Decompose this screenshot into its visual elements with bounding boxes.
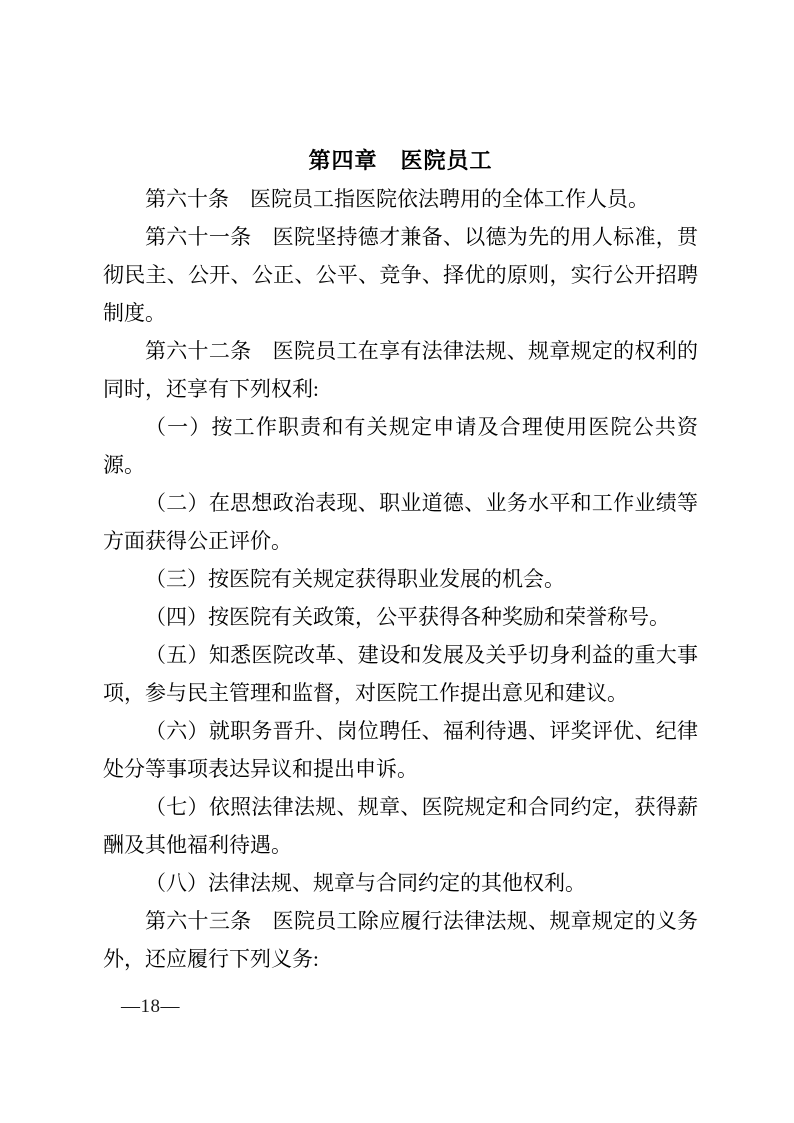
paragraph-item-7: （七）依照法律法规、规章、医院规定和合同约定，获得薪酬及其他福利待遇。 [103, 795, 698, 857]
page-content [103, 142, 698, 978]
paragraph-item-5: （五）知悉医院改革、建设和发展及关乎切身利益的重大事项，参与民主管理和监督，对医院工作提出意见和建议。 [103, 643, 698, 705]
paragraph-item-2: （二）在思想政治表现、职业道德、业务水平和工作业绩等方面获得公正评价。 [103, 491, 698, 553]
paragraph-item-4: （四）按医院有关政策，公平获得各种奖励和荣誉称号。 [145, 605, 670, 629]
paragraph-item-8: （八）法律法规、规章与合同约定的其他权利。 [145, 871, 586, 895]
paragraph-item-1: （一）按工作职责和有关规定申请及合理使用医院公共资源。 [103, 415, 698, 477]
paragraph-article-63: 第六十三条 医院员工除应履行法律法规、规章规定的义务外，还应履行下列义务: [103, 909, 698, 971]
paragraph-article-62: 第六十二条 医院员工在享有法律法规、规章规定的权利的同时，还享有下列权利: [103, 339, 698, 401]
chapter-title: 第四章 医院员工 [308, 148, 493, 173]
paragraph-item-6: （六）就职务晋升、岗位聘任、福利待遇、评奖评优、纪律处分等事项表达异议和提出申诉。 [103, 719, 698, 781]
paragraph-article-60: 第六十条 医院员工指医院依法聘用的全体工作人员。 [145, 187, 649, 211]
paragraph-item-3: （三）按医院有关规定获得职业发展的机会。 [145, 567, 565, 591]
page-number: —18— [121, 996, 180, 1017]
paragraph-article-61: 第六十一条 医院坚持德才兼备、以德为先的用人标准，贯彻民主、公开、公正、公平、竞争、择优的原则，实行公开招聘制度。 [103, 225, 698, 325]
